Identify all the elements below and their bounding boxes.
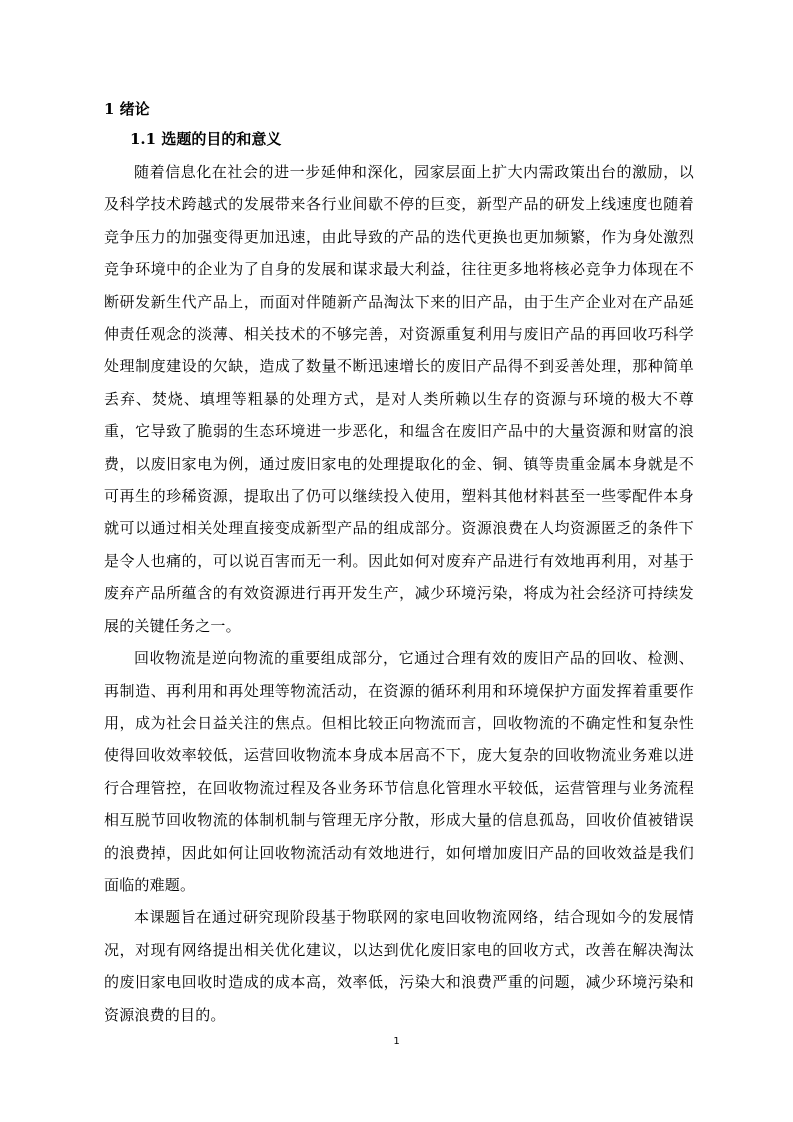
chapter-heading: 1 绪论 [104, 100, 150, 118]
paragraph-3: 本课题旨在通过研究现阶段基于物联网的家电回收物流网络，结合现如今的发展情况，对现有网络提出相关优化建议，以达到优化废旧家电的回收方式，改善在解决淘汰的废旧家电回收时造成的成本高，效率低，污染大和浪费严重的问题，减少环境污染和资源浪费的目的。 [104, 908, 694, 1024]
paragraph-1: 随着信息化在社会的进一步延伸和深化，园家层面上扩大内需政策出台的激励，以及科学技术跨越式的发展带来各行业间歇不停的巨变，新型产品的研发上线速度也随着竞争压力的加强变得更加迅速，由此导致的产品的迭代更换也更加频繁，作为身处激烈竞争环境中的企业为了自身的发展和谋求最大利益，往往更多地将核必竞争力体现在不断研发新生代产品上，而面对伴随新产品淘汰下来的旧产品，由于生产企业对在产品延伸责任观念的淡薄、相关技术的不够完善，对资源重复利用与废旧产品的再回收巧科学处理制度建设的欠缺，造成了数量不断迅速增长的废旧产品得不到妥善处理，那种简单丢弃、焚烧、填埋等粗暴的处理方式，是对人类所赖以生存的资源与环境的极大不尊重，它导致了脆弱的生态环境进一步恶化，和缊含在废旧产品中的大量资源和财富的浪费，以废旧家电为例，通过废旧家电的处理提取化的金、铜、镇等贵重金属本身就是不可再生的珍稀资源，提取出了仍可以继续投入使用，塑料其他材料甚至一些零配件本身就可以通过相关处理直接变成新型产品的组成部分。资源浪费在人均资源匿乏的条件下是令人也痛的，可以说百害而无一利。因此如何对废弃产品进行有效地再利用，对基于废弃产品所蕴含的有效资源进行再开发生产，减少环境污染，将成为社会经济可持续发展的关键任务之一。 [104, 163, 694, 635]
page-number: 1 [393, 1036, 400, 1047]
paragraph-2: 回收物流是逆向物流的重要组成部分，它通过合理有效的废旧产品的回收、检测、再制造、再利用和再处理等物流活动，在资源的循环利用和环境保护方面发挥着重要作用，成为社会日益关注的焦点。但相比较正向物流而言，回收物流的不确定性和复杂性使得回收效率较低，运营回收物流本身成本居高不下，庞大复杂的回收物流业务难以进行合理管控，在回收物流过程及各业务环节信息化管理水平较低，运营管理与业务流程相互脱节回收物流的体制机制与管理无序分散，形成大量的信息孤岛，回收价值被错误的浪费掉，因此如何让回收物流活动有效地进行，如何增加废旧产品的回收效益是我们面临的难题。 [104, 649, 694, 894]
section-heading: 1.1 选题的目的和意义 [130, 130, 282, 148]
document-body [104, 96, 694, 1031]
